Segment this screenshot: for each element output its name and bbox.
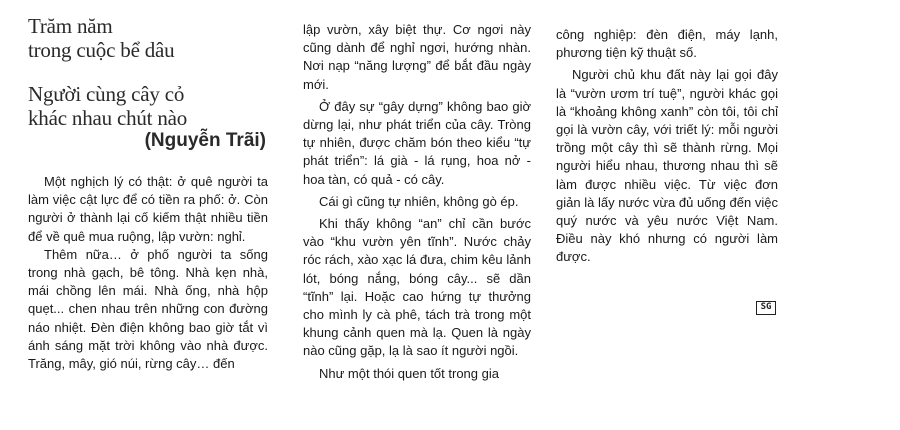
column-2-text <box>303 21 531 383</box>
paragraph: Ở đây sự “gây dựng” không bao giờ dừng lại, như phát triển của cây. Tròng tự nhiên, được chăm bón theo kiểu “tự phát triển”: lá già - lá rụng, hoa nở - hoa tàn, có quả - có cây. <box>303 98 531 187</box>
poem-author: (Nguyễn Trãi) <box>144 130 266 151</box>
poem-line-3: Người cùng cây cỏ <box>28 82 185 106</box>
paragraph: công nghiệp: đèn điện, máy lạnh, phương tiện kỹ thuật số. <box>556 27 778 61</box>
poem-line-2: trong cuộc bể dâu <box>28 38 175 62</box>
paragraph: Khi thấy không “an” chỉ cần bước vào “khu vườn yên tĩnh”. Nước chảy róc rách, xào xạc lá đưa, chim kêu lảnh lót, bóng nắng, bóng cây... sẽ dần “tĩnh” lại. Hoặc cao hứng tự thưởng cho mình ly cà phê, tách trà trong một khung cảnh quen mà lạ. Quen là ngày nào cũng gặp, lạ là sao ít người ngồi. <box>303 216 531 359</box>
paragraph: Như một thói quen tốt trong gia <box>319 365 499 381</box>
column-1-text <box>28 173 268 373</box>
poem-line-4: khác nhau chút nào <box>28 106 188 130</box>
paragraph: Người chủ khu đất này lại gọi đây là “vườn ươm trí tuệ”, người khác gọi là “khoảng không xanh” còn tôi, tôi chỉ gọi là vườn cây, với triết lý: mỗi người trồng một cây thì sẽ thành rừng. Mọi người hiểu nhau, thương nhau thì sẽ làm được nhiều việc. Từ việc đơn giản là lấy nước vừa đủ uống đến việc quý nước và yêu nước Việt Nam. Điều này khó nhưng có người làm được. <box>556 67 778 265</box>
paragraph: Thêm nữa… ở phố người ta sống trong nhà gạch, bê tông. Nhà kẹn nhà, mái chồng lên mái. Nhà ống, nhà hộp quẹt... chen nhau trên những con đường náo nhiệt. Đèn điện không bao giờ tắt vì ánh sáng mặt trời không vào nhà được. Trăng, mây, gió núi, rừng cây… đến <box>28 246 268 372</box>
paragraph: Một nghịch lý có thật: ở quê người ta làm việc cật lực để có tiền ra phố: ở. Còn người ở thành lại cố kiếm thật nhiều tiền để về quê mua ruộng, lập vườn: nghỉ. <box>28 174 268 244</box>
paragraph: Cái gì cũng tự nhiên, không gò ép. <box>319 193 519 209</box>
column-2 <box>303 0 531 383</box>
column-3 <box>556 0 778 267</box>
column-3-text <box>556 26 778 267</box>
column-1 <box>28 0 268 373</box>
paragraph: lập vườn, xây biệt thự. Cơ ngơi này cũng dành để nghỉ ngơi, hướng nhàn. Nơi nạp “năng lượng” để bắt đầu ngày mới. <box>303 22 531 92</box>
epigraph-poem <box>28 14 268 152</box>
poem-line-1: Trăm năm <box>28 14 113 38</box>
end-of-article-mark: SG <box>756 301 776 315</box>
